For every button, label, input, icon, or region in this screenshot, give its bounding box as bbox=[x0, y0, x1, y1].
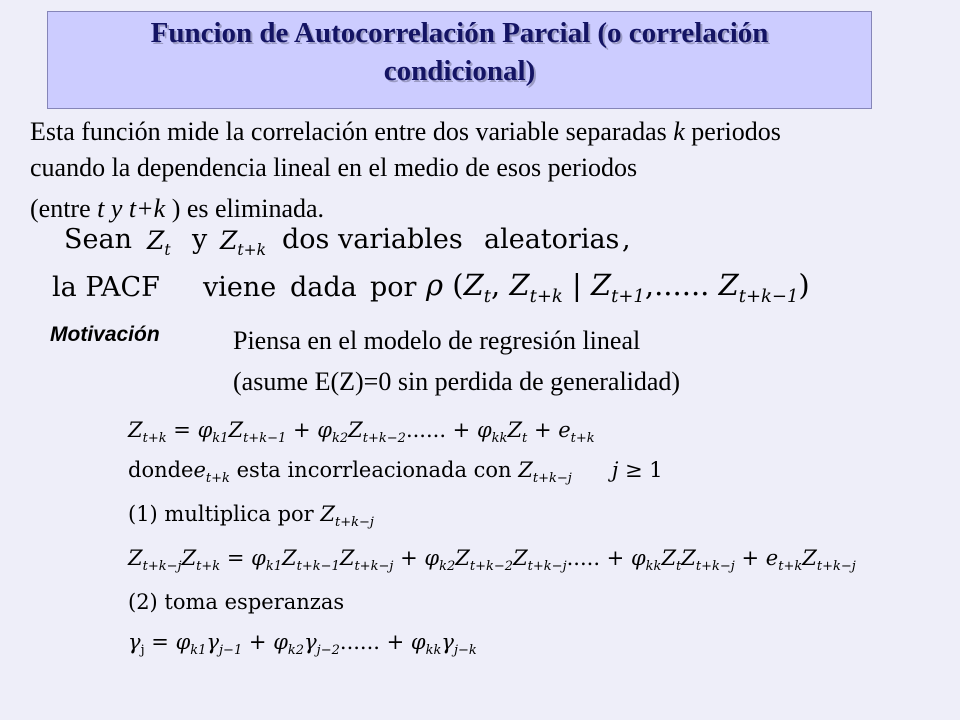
step-1: (1) multiplica por $Z_{t+k-j}$ bbox=[128, 502, 374, 531]
motivacion-line-2: (asume E(Z)=0 sin perdida de generalidad) bbox=[233, 367, 681, 396]
pacf-viene: viene bbox=[203, 272, 277, 303]
pacf-dada: dada bbox=[290, 272, 357, 303]
sean-rest: dos variables bbox=[282, 224, 463, 255]
motivacion-line-1: Piensa en el modelo de regresión lineal bbox=[233, 326, 641, 355]
ztk-symbol: $Z_{t+k}$ bbox=[220, 226, 266, 259]
sean-comma: , bbox=[622, 224, 631, 255]
step-2: (2) toma esperanzas bbox=[128, 590, 345, 614]
zt-symbol: $Z_t$ bbox=[147, 226, 171, 259]
intro-line-3: (entre t y t+k ) es eliminada. bbox=[30, 194, 325, 223]
donde-equation: dondee$_{t+k}$ esta incorrleacionada con $Z_{t+k-j}$ j ≥ 1 bbox=[128, 458, 663, 487]
gamma-equation: $\gamma_j = \varphi_{k1}\gamma_{j-1} + \varphi_{k2}\gamma_{j-2}$...... + $\varphi_{kk}\gamma_{j-k}$ bbox=[128, 630, 477, 659]
product-equation: $Z_{t+k-j}Z_{t+k} = \varphi_{k1}Z_{t+k-1}Z_{t+k-j} + \varphi_{k2}Z_{t+k-2}Z_{t+k-j}$..... + $\varphi_{kk}Z_tZ_{t+k-j} + e_{t+k}Z_{t+k-j}$ bbox=[128, 546, 856, 575]
sean-aleatorias: aleatorias bbox=[484, 224, 620, 255]
sean-y: y bbox=[192, 224, 208, 255]
title-line-1: Funcion de Autocorrelación Parcial (o correlación bbox=[150, 17, 769, 49]
title-line-2: condicional) bbox=[383, 55, 536, 87]
title-box bbox=[47, 11, 872, 109]
intro-line-2: cuando la dependencia lineal en el medio de esos periodos bbox=[30, 153, 638, 182]
regression-equation: $Z_{t+k} = \varphi_{k1}Z_{t+k-1} + \varphi_{k2}Z_{t+k-2}$...... + $\varphi_{kk}Z_t + e_{t+k}$ bbox=[128, 418, 595, 447]
pacf-por: por bbox=[370, 272, 417, 303]
intro-line-1: Esta función mide la correlación entre dos variable separadas k periodos bbox=[30, 117, 781, 146]
sean-word: Sean bbox=[64, 224, 132, 255]
pacf-la: la PACF bbox=[52, 272, 160, 303]
pacf-formula: ρ ($Z_t$, $Z_{t+k}$ | $Z_{t+1}$,...... $Z_{t+k-1}$) bbox=[426, 268, 810, 307]
motivacion-label: Motivación bbox=[50, 323, 160, 346]
